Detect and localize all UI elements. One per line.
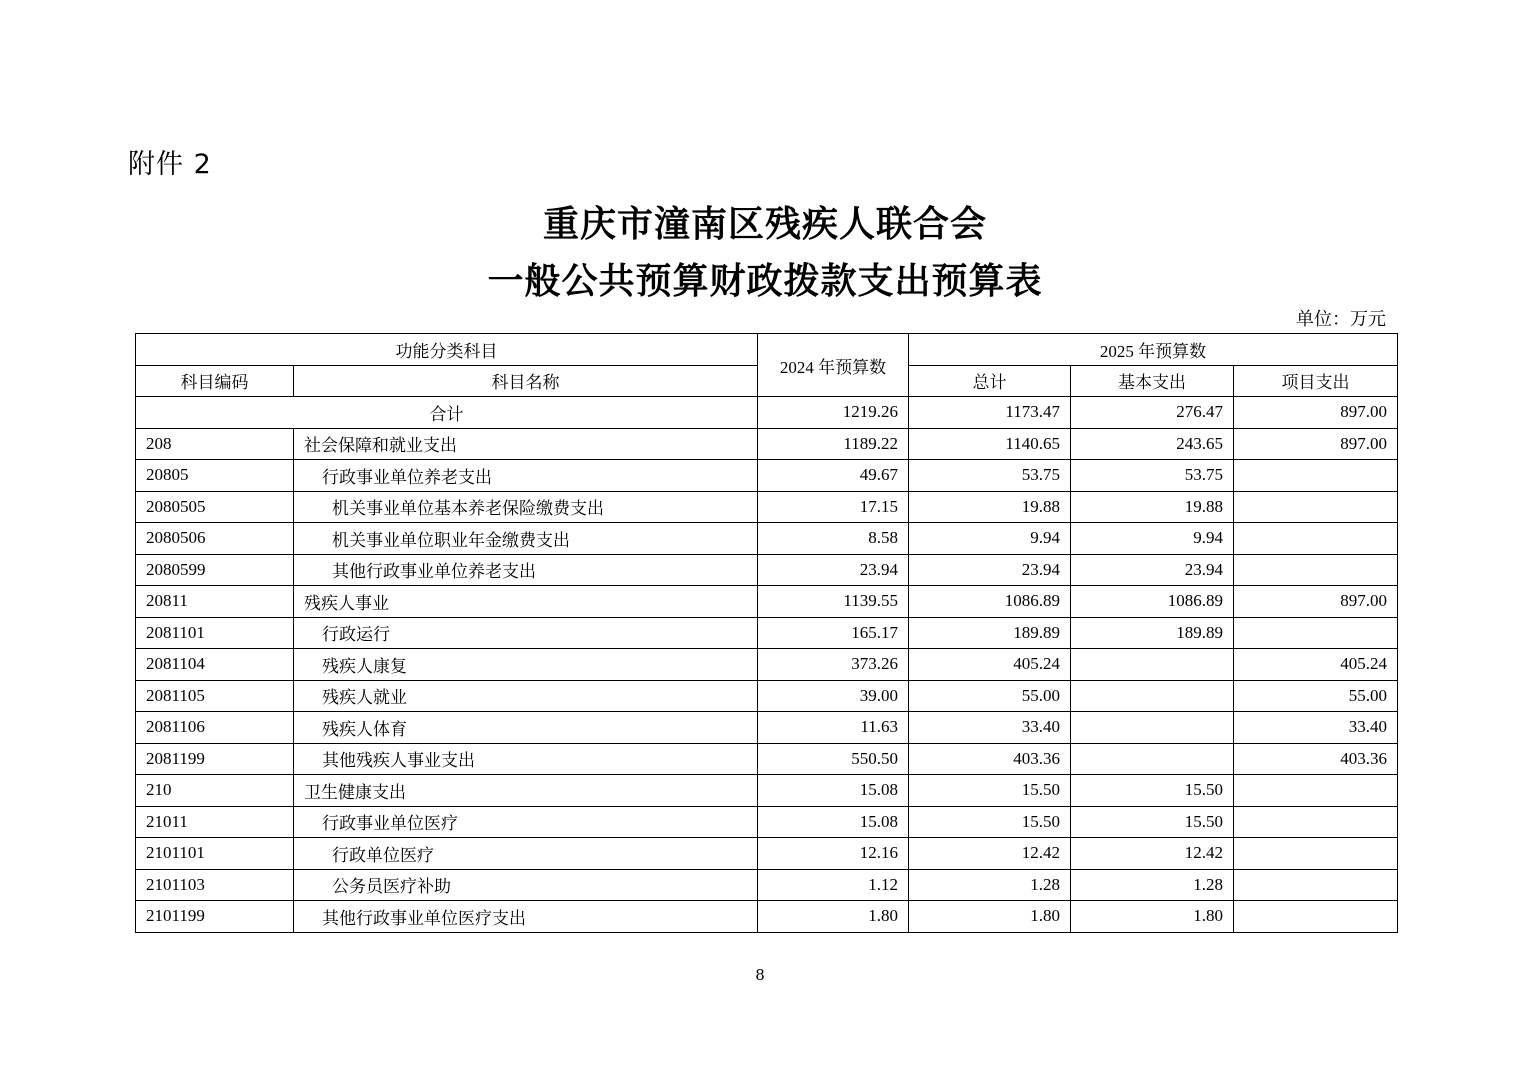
- row-budget-2025-total: 15.50: [909, 806, 1071, 838]
- table-row: [136, 680, 1398, 712]
- header-budget-2025: 2025 年预算数: [909, 334, 1398, 366]
- row-budget-2025-project: 897.00: [1234, 428, 1398, 460]
- row-budget-2024: 1189.22: [758, 428, 909, 460]
- table-row: [136, 649, 1398, 681]
- row-budget-2025-basic: [1071, 680, 1234, 712]
- table-row: [136, 838, 1398, 870]
- row-name: 残疾人康复: [294, 649, 758, 681]
- row-code: 21011: [136, 806, 294, 838]
- total-2024: 1219.26: [758, 397, 909, 429]
- row-budget-2025-basic: 12.42: [1071, 838, 1234, 870]
- row-code: 2080506: [136, 523, 294, 555]
- row-budget-2024: 373.26: [758, 649, 909, 681]
- row-name: 残疾人体育: [294, 712, 758, 744]
- row-code: 2101103: [136, 869, 294, 901]
- row-name: 机关事业单位职业年金缴费支出: [294, 523, 758, 555]
- total-2025-project: 897.00: [1234, 397, 1398, 429]
- row-budget-2024: 1.80: [758, 901, 909, 933]
- row-budget-2024: 15.08: [758, 806, 909, 838]
- row-budget-2025-total: 403.36: [909, 743, 1071, 775]
- row-code: 20811: [136, 586, 294, 618]
- row-budget-2025-project: [1234, 901, 1398, 933]
- row-budget-2025-total: 405.24: [909, 649, 1071, 681]
- row-budget-2025-total: 23.94: [909, 554, 1071, 586]
- total-row: [136, 397, 1398, 429]
- header-code: 科目编码: [136, 365, 294, 397]
- row-budget-2024: 8.58: [758, 523, 909, 555]
- total-2025-total: 1173.47: [909, 397, 1071, 429]
- row-budget-2025-project: 405.24: [1234, 649, 1398, 681]
- row-budget-2025-basic: 189.89: [1071, 617, 1234, 649]
- row-budget-2025-total: 15.50: [909, 775, 1071, 807]
- row-name: 残疾人就业: [294, 680, 758, 712]
- row-budget-2025-project: [1234, 838, 1398, 870]
- row-budget-2024: 39.00: [758, 680, 909, 712]
- table-row: [136, 806, 1398, 838]
- table-row: [136, 775, 1398, 807]
- row-budget-2025-basic: [1071, 649, 1234, 681]
- budget-table: [135, 333, 1398, 933]
- row-budget-2025-basic: 15.50: [1071, 806, 1234, 838]
- table-row: [136, 428, 1398, 460]
- row-name: 残疾人事业: [294, 586, 758, 618]
- row-code: 2101101: [136, 838, 294, 870]
- table-row: [136, 712, 1398, 744]
- row-code: 2081105: [136, 680, 294, 712]
- unit-label: 单位：万元: [1296, 309, 1386, 330]
- row-budget-2025-project: [1234, 460, 1398, 492]
- row-budget-2025-total: 1140.65: [909, 428, 1071, 460]
- row-name: 其他行政事业单位养老支出: [294, 554, 758, 586]
- row-budget-2025-project: 897.00: [1234, 586, 1398, 618]
- row-name: 社会保障和就业支出: [294, 428, 758, 460]
- row-name: 机关事业单位基本养老保险缴费支出: [294, 491, 758, 523]
- row-budget-2025-total: 12.42: [909, 838, 1071, 870]
- table-row: [136, 901, 1398, 933]
- row-name: 卫生健康支出: [294, 775, 758, 807]
- row-budget-2024: 49.67: [758, 460, 909, 492]
- row-budget-2025-project: [1234, 491, 1398, 523]
- row-budget-2025-basic: 15.50: [1071, 775, 1234, 807]
- row-code: 2081199: [136, 743, 294, 775]
- row-name: 行政单位医疗: [294, 838, 758, 870]
- row-budget-2025-total: 1086.89: [909, 586, 1071, 618]
- table-header: [136, 334, 1398, 397]
- row-code: 2081104: [136, 649, 294, 681]
- attachment-label: 附件 2: [128, 149, 212, 180]
- row-budget-2025-basic: 23.94: [1071, 554, 1234, 586]
- row-budget-2025-project: [1234, 554, 1398, 586]
- row-budget-2025-project: [1234, 806, 1398, 838]
- row-budget-2025-basic: 53.75: [1071, 460, 1234, 492]
- row-budget-2025-basic: 19.88: [1071, 491, 1234, 523]
- row-budget-2025-project: [1234, 775, 1398, 807]
- row-budget-2024: 550.50: [758, 743, 909, 775]
- total-2025-basic: 276.47: [1071, 397, 1234, 429]
- row-budget-2024: 17.15: [758, 491, 909, 523]
- row-budget-2024: 23.94: [758, 554, 909, 586]
- header-basic: 基本支出: [1071, 365, 1234, 397]
- table-row: [136, 869, 1398, 901]
- table-row: [136, 743, 1398, 775]
- row-budget-2024: 1.12: [758, 869, 909, 901]
- row-budget-2025-total: 53.75: [909, 460, 1071, 492]
- row-budget-2025-total: 1.80: [909, 901, 1071, 933]
- row-budget-2024: 12.16: [758, 838, 909, 870]
- header-total: 总计: [909, 365, 1071, 397]
- row-code: 2081101: [136, 617, 294, 649]
- row-code: 2081106: [136, 712, 294, 744]
- row-budget-2025-total: 19.88: [909, 491, 1071, 523]
- row-budget-2025-project: 403.36: [1234, 743, 1398, 775]
- row-budget-2025-basic: 1.80: [1071, 901, 1234, 933]
- table-body: [136, 397, 1398, 933]
- row-budget-2025-total: 55.00: [909, 680, 1071, 712]
- header-budget-2024: 2024 年预算数: [758, 334, 909, 397]
- row-budget-2025-basic: 1.28: [1071, 869, 1234, 901]
- row-code: 2101199: [136, 901, 294, 933]
- row-budget-2024: 15.08: [758, 775, 909, 807]
- row-name: 行政运行: [294, 617, 758, 649]
- row-budget-2025-basic: [1071, 712, 1234, 744]
- row-budget-2024: 165.17: [758, 617, 909, 649]
- row-budget-2025-basic: 243.65: [1071, 428, 1234, 460]
- table-row: [136, 523, 1398, 555]
- row-budget-2025-project: 55.00: [1234, 680, 1398, 712]
- row-budget-2025-total: 33.40: [909, 712, 1071, 744]
- row-budget-2024: 11.63: [758, 712, 909, 744]
- page-number: 8: [755, 966, 765, 984]
- row-name: 其他行政事业单位医疗支出: [294, 901, 758, 933]
- row-budget-2025-basic: 1086.89: [1071, 586, 1234, 618]
- row-budget-2025-project: [1234, 523, 1398, 555]
- row-name: 行政事业单位养老支出: [294, 460, 758, 492]
- row-budget-2025-project: 33.40: [1234, 712, 1398, 744]
- row-budget-2025-basic: [1071, 743, 1234, 775]
- table-row: [136, 586, 1398, 618]
- row-code: 208: [136, 428, 294, 460]
- row-budget-2025-project: [1234, 617, 1398, 649]
- total-label: 合计: [136, 397, 758, 429]
- header-project: 项目支出: [1234, 365, 1398, 397]
- row-name: 行政事业单位医疗: [294, 806, 758, 838]
- row-budget-2024: 1139.55: [758, 586, 909, 618]
- row-code: 210: [136, 775, 294, 807]
- header-functional-category: 功能分类科目: [136, 334, 758, 366]
- row-budget-2025-basic: 9.94: [1071, 523, 1234, 555]
- header-name: 科目名称: [294, 365, 758, 397]
- row-budget-2025-project: [1234, 869, 1398, 901]
- page-title-line1: 重庆市潼南区残疾人联合会: [542, 204, 987, 245]
- row-code: 2080599: [136, 554, 294, 586]
- table-row: [136, 617, 1398, 649]
- row-budget-2025-total: 189.89: [909, 617, 1071, 649]
- row-budget-2025-total: 9.94: [909, 523, 1071, 555]
- row-code: 20805: [136, 460, 294, 492]
- table-row: [136, 460, 1398, 492]
- page-title-line2: 一般公共预算财政拨款支出预算表: [487, 261, 1043, 302]
- row-code: 2080505: [136, 491, 294, 523]
- table-row: [136, 554, 1398, 586]
- table-row: [136, 491, 1398, 523]
- row-name: 公务员医疗补助: [294, 869, 758, 901]
- row-name: 其他残疾人事业支出: [294, 743, 758, 775]
- row-budget-2025-total: 1.28: [909, 869, 1071, 901]
